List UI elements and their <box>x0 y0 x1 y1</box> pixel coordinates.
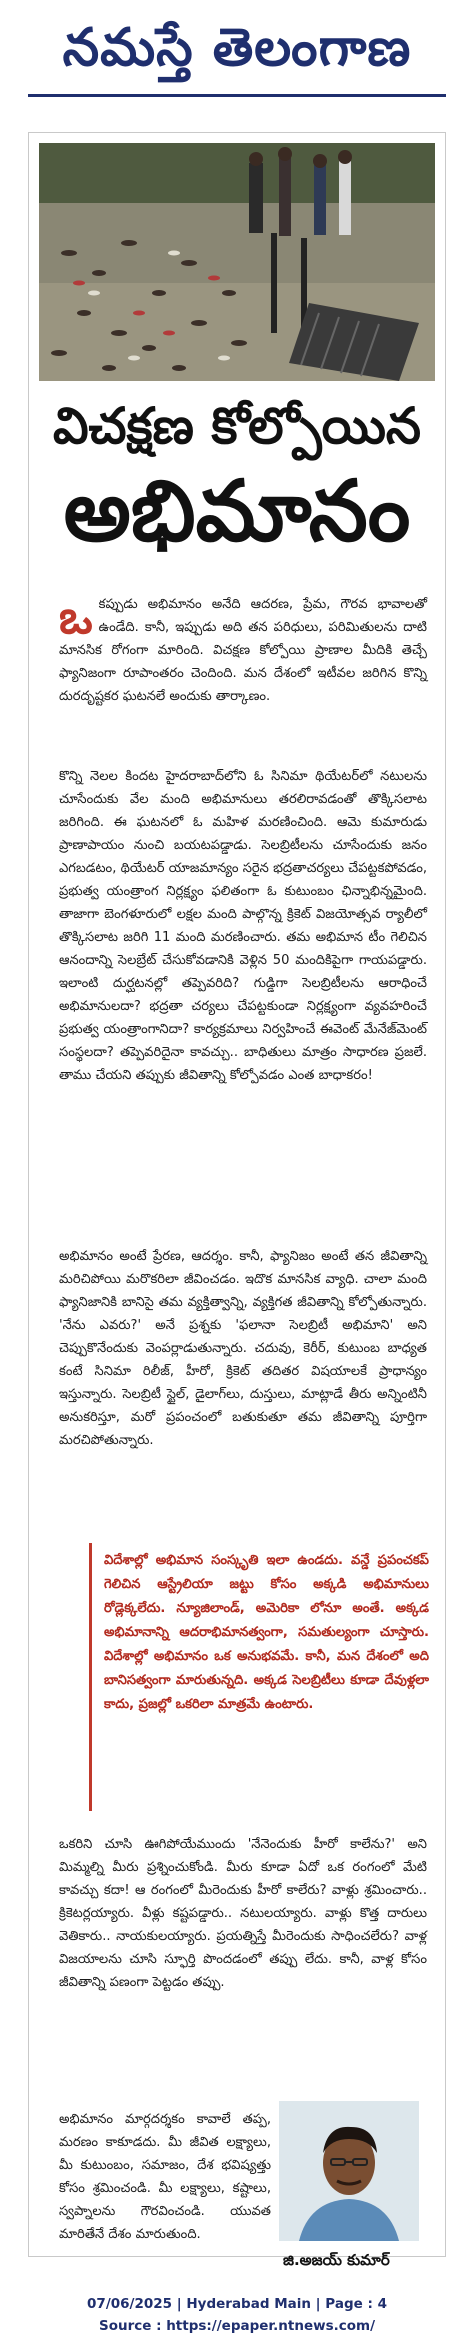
stampede-photo-image <box>39 143 435 381</box>
author-portrait-image <box>279 2101 419 2241</box>
article-paragraph-5: అభిమానం మార్గదర్శకం కావాలే తప్ప, మరణం కాకూడదు. మీ జీవిత లక్ష్యాలు, మీ కుటుంబం, సమాజం, దేశ భవిష్యత్తు కోసం శ్రమించండి. మీ లక్ష్యాలు, కష్టాలు, స్వప్నాలను గౌరవించండి. యువత మారితేనే దేశం మారుతుంది. <box>59 2112 271 2242</box>
paragraph-text: కప్పుడు అభిమానం అనేది ఆదరణ, ప్రేమ, గౌరవ భావాలతో ఉండేది. కానీ, ఇప్పుడు అది తన పరిధులు, పరిమితులను దాటి మానసిక రోగంగా మారింది. విచక్షణ కోల్పోయి ప్రాణాల మీదికి తెచ్చే ఫ్యానిజంగా రూపాంతరం చెందింది. మన దేశంలో ఇటీవల జరిగిన కొన్ని దురదృష్టకర ఘటనలే అందుకు తార్కాణం. <box>59 597 427 704</box>
article-paragraph-3: అభిమానం అంటే ప్రేరణ, ఆదర్శం. కానీ, ఫ్యానిజం అంటే తన జీవితాన్ని మరిచిపోయి మరొకరిలా జీవించడం. ఇదొక మానసిక వ్యాధి. చాలా మంది ఫ్యానిజానికి బానిసై తమ వ్యక్తిత్వాన్ని, వ్యక్తిగత జీవితాన్ని కోల్పోతున్నారు. 'నేను ఎవరు?' అనే ప్రశ్నకు 'ఫలానా సెలబ్రిటీ అభిమాని' అని చెప్పుకొనేందుకు వెంపర్లాడుతున్నారు. చదువు, కెరీర్, కుటుంబ బాధ్యత కంటే సినిమా రిలీజ్, హీరో, క్రికెట్ తదితర విషయాలకే ప్రాధాన్యం ఇస్తున్నారు. సెలబ్రిటీ స్టైల్, డైలాగ్‌లు, దుస్తులు, మాట్లాడే తీరు అన్నింటినీ అనుకరిస్తూ, మరో ప్రపంచంలో బతుకుతూ తమ జీవితాన్ని పూర్తిగా మరచిపోతున్నారు. <box>59 1249 427 1448</box>
headline-top: విచక్షణ కోల్పోయిన <box>52 396 422 455</box>
footer-source-link[interactable]: Source : https://epaper.ntnews.com/ <box>98 2318 376 2334</box>
pull-quote-text: విదేశాల్లో అభిమాన సంస్కృతి ఇలా ఉండదు. వన్డే ప్రపంచకప్ గెలిచిన ఆస్ట్రేలియా జట్టు కోసం అక్కడి అభిమానులు రోడ్లెక్కలేదు. న్యూజిలాండ్, అమెరికా లోనూ అంతే. అక్కడ అభిమానాన్ని ఆదరాభిమానత్వంగా, సమతుల్యంగా చూస్తారు. విదేశాల్లో అభిమానం ఒక అనుభవమే. కానీ, మన దేశంలో అది బానిసత్వంగా మారుతున్నది. అక్కడ సెలబ్రిటీలు కూడా దేవుళ్లలా కాదు, ప్రజల్లో ఒకరిలా మాత్రమే ఉంటారు. <box>104 1553 429 1712</box>
masthead-rule <box>28 94 446 97</box>
drop-cap: ఒ <box>59 590 93 644</box>
news-photo <box>39 143 435 381</box>
pull-quote-box <box>89 1543 429 1811</box>
headline-main: అభిమానం <box>63 461 411 560</box>
article-paragraph-1 <box>59 590 427 708</box>
article-paragraph-2: కొన్ని నెలల కిందట హైదరాబాద్‌లోని ఓ సినిమా థియేటర్‌లో నటులను చూసేందుకు వేల మంది అభిమానులు తరలిరావడంతో తొక్కిసలాట జరిగింది. ఈ ఘటనలో ఓ మహిళ మరణించింది. ఆమె కుమారుడు ప్రాణాపాయం నుంచి బయటపడ్డాడు. సెలబ్రిటీలను చూసేందుకు జనం ఎగబడటం, థియేటర్ యాజమాన్యం సరైన భద్రతాచర్యలు చేపట్టకపోవడం, ప్రభుత్వ యంత్రాంగ నిర్లక్ష్యం ఫలితంగా ఓ కుటుంబం ఛిన్నాభిన్నమైంది. తాజాగా బెంగళూరులో లక్షల మంది పాల్గొన్న క్రికెట్ విజయోత్సవ ర్యాలీలో తొక్కిసలాట జరిగి 11 మంది మరణించారు. తమ అభిమాన టీం గెలిచిన ఆనందాన్ని సెలబ్రేట్ చేసుకోవడానికి వెళ్లిన 50 మందికిపైగా గాయపడ్డారు. ఇలాంటి దుర్ఘటనల్లో తప్పెవరిది? గుడ్డిగా సెలబ్రిటీలను ఆరాధించే అభిమానులదా? భద్రతా చర్యలు చేపట్టకుండా నిర్లక్ష్యంగా వ్యవహరించే ప్రభుత్వ యంత్రాంగానిదా? కార్యక్రమాలు నిర్వహించే ఈవెంట్ మేనేజ్‌మెంట్ సంస్థలదా? తప్పెవరిదైనా కావచ్చు.. బాధితులు మాత్రం సాధారణ ప్రజలే. తాము చేయని తప్పుకు జీవితాన్ని కోల్పోవడం ఎంత బాధాకరం! <box>59 769 427 1083</box>
article-paragraph-4: ఒకరిని చూసి ఊగిపోయేముందు 'నేనెందుకు హీరో కాలేను?' అని మిమ్మల్ని మీరు ప్రశ్నించుకోండి. మీరు కూడా ఏదో ఒక రంగంలో మేటి కావచ్చు కదా! ఆ రంగంలో మీరెందుకు హీరో కాలేరు? వాళ్లు శ్రమించారు.. క్రికెటర్లయ్యారు. వీళ్లు కష్టపడ్డారు.. నటులయ్యారు. వాళ్లు కొత్త దారులు వెతికారు.. నాయకులయ్యారు. ప్రయత్నిస్తే మీరెందుకు సాధించలేరు? వాళ్ల విజయాలను చూసి స్ఫూర్తి పొందడంలో తప్పు లేదు. కానీ, వాళ్ల కోసం జీవితాన్ని పణంగా పెట్టడం తప్పు. <box>59 1837 427 1990</box>
article <box>28 132 446 2269</box>
masthead <box>0 0 474 96</box>
author-name: జి.అజయ్ కుమార్ <box>283 2251 390 2269</box>
footer-dateline: 07/06/2025 | Hyderabad Main | Page : 4 <box>87 2296 387 2312</box>
masthead-title: నమస్తే తెలంగాణ <box>62 17 412 78</box>
author-photo <box>279 2101 419 2241</box>
